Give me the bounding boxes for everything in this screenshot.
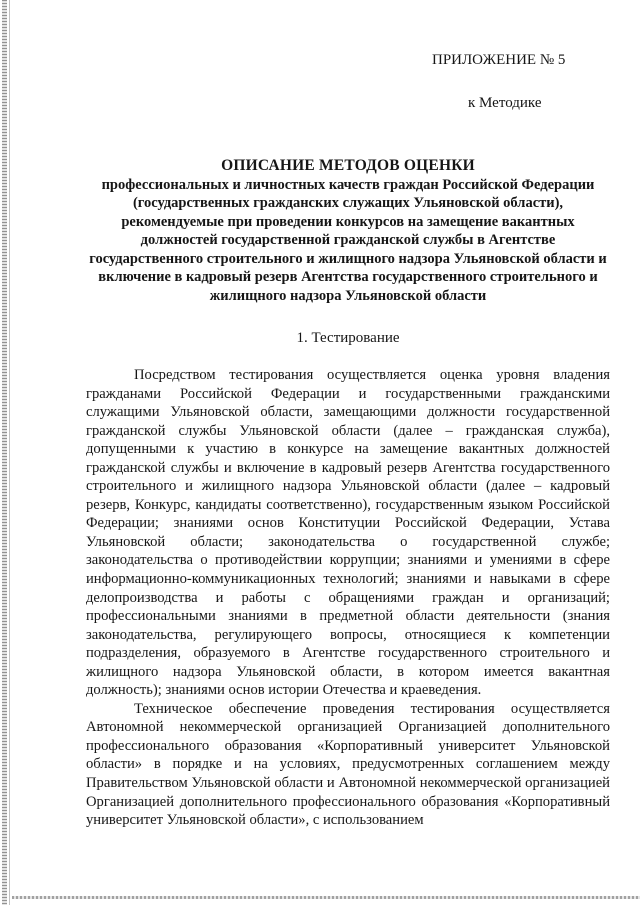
section-heading: 1. Тестирование [296,330,400,346]
title-main: ОПИСАНИЕ МЕТОДОВ ОЦЕНКИ [221,157,475,174]
document-title [86,157,610,305]
scan-edge-line [9,0,10,905]
paragraph-testing-scope: Посредством тестирования осуществляется оценка уровня владения гражданами Российской Федерации и государственными гражданскими служащими Ульяновской области, замещающими должности государственной гражданской службы Ульяновской области (далее – гражданская служба), допущенными к участию в конкурсе на замещение вакантных должностей гражданской службы и включение в кадровый резерв Агентства государственного строительного и жилищного надзора Ульяновской области (далее – кадровый резерв, Конкурс, кандидаты соответственно), государственным языком Российской Федерации; знаниями основ Конституции Российской Федерации, Устава Ульяновской области; законодательства о государственной службе; законодательства о противодействии коррупции; знаниями и умениями в сфере информационно-коммуникационных технологий; знаниями и навыками в сфере делопроизводства и работы с обращениями граждан и организаций; профессиональными знаниями в предметной области деятельности (знания законодательства, регулирующего вопросы, относящиеся к компетенции подразделения, образуемого в Агентстве государственного строительного и жилищного надзора Ульяновской области, в котором имеется вакантная должность); знаниями основ истории Отечества и краеведения. [86,367,610,699]
title-subtitle: профессиональных и личностных качеств граждан Российской Федерации (государственных гражданских служащих Ульяновской области), рекомендуемые при проведении конкурсов на замещение вакантных должностей государственной гражданской службы в Агентстве государственного строительного и жилищного надзора Ульяновской области и включение в кадровый резерв Агентства государственного строительного и жилищного надзора Ульяновской области [89,176,607,304]
paragraph-technical-support: Техническое обеспечение проведения тестирования осуществляется Автономной некоммерческой организацией Организацией дополнительного профессионального образования «Корпоративный университет Ульяновской области» в порядке и на условиях, предусмотренных соглашением между Правительством Ульяновской области и Автономной некоммерческой организацией Организацией дополнительного профессионального образования «Корпоративный университет Ульяновской области», с использованием [86,700,610,829]
method-reference: к Методике [468,95,542,111]
body-text [86,366,610,830]
scan-edge-artifact [2,0,7,905]
scan-bottom-artifact [12,896,640,899]
appendix-label: ПРИЛОЖЕНИЕ № 5 [432,52,566,68]
